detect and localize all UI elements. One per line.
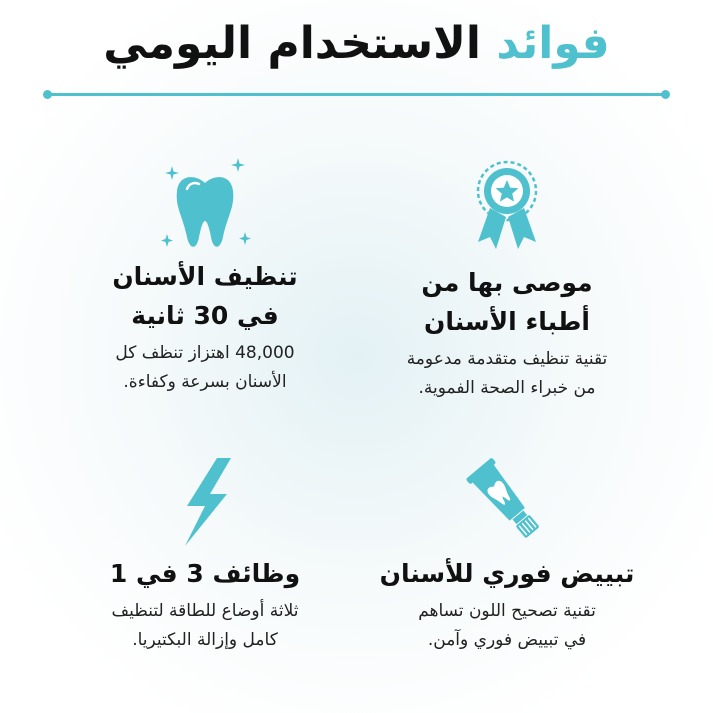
card-description — [45, 597, 365, 655]
card-desc-line1: ثلاثة أوضاع للطاقة لتنظيف — [111, 601, 299, 621]
card-title: وظائف 3 في 1 — [109, 559, 301, 588]
card-desc-line1: 48,000 اهتزاز تنظف كل — [115, 343, 295, 363]
page-title — [0, 14, 713, 74]
card-desc-line2: من خبراء الصحة الفموية. — [418, 378, 596, 398]
card-title-line2: أطباء الأسنان — [424, 307, 590, 336]
benefit-card-recommended — [347, 160, 667, 403]
card-description — [347, 597, 667, 655]
card-desc-line1: تقنية تنظيف متقدمة مدعومة — [406, 349, 608, 369]
card-title-line1: موصى بها من — [421, 268, 593, 297]
benefit-card-functions — [45, 456, 365, 655]
card-title-line2: في 30 ثانية — [131, 301, 279, 330]
card-desc-line2: الأسنان بسرعة وكفاءة. — [123, 372, 287, 392]
benefit-card-whitening — [347, 456, 667, 655]
card-title-line1: تنظيف الأسنان — [112, 262, 298, 291]
card-title: تبييض فوري للأسنان — [379, 559, 635, 588]
card-description — [347, 345, 667, 403]
card-description — [45, 339, 365, 397]
title-rest: الاستخدام اليومي — [103, 18, 481, 69]
benefit-card-cleaning — [45, 155, 365, 397]
card-desc-line1: تقنية تصحيح اللون تساهم — [418, 601, 596, 621]
toothpaste-tube-icon — [457, 456, 557, 548]
card-desc-line2: كامل وإزالة البكتيريا. — [132, 630, 278, 650]
sparkling-tooth-icon — [155, 155, 255, 255]
card-desc-line2: في تبييض فوري وآمن. — [427, 630, 587, 650]
award-ribbon-icon — [472, 160, 542, 255]
lightning-bolt-icon — [155, 456, 255, 548]
title-divider — [47, 93, 666, 96]
title-accent: فوائد — [496, 18, 610, 69]
